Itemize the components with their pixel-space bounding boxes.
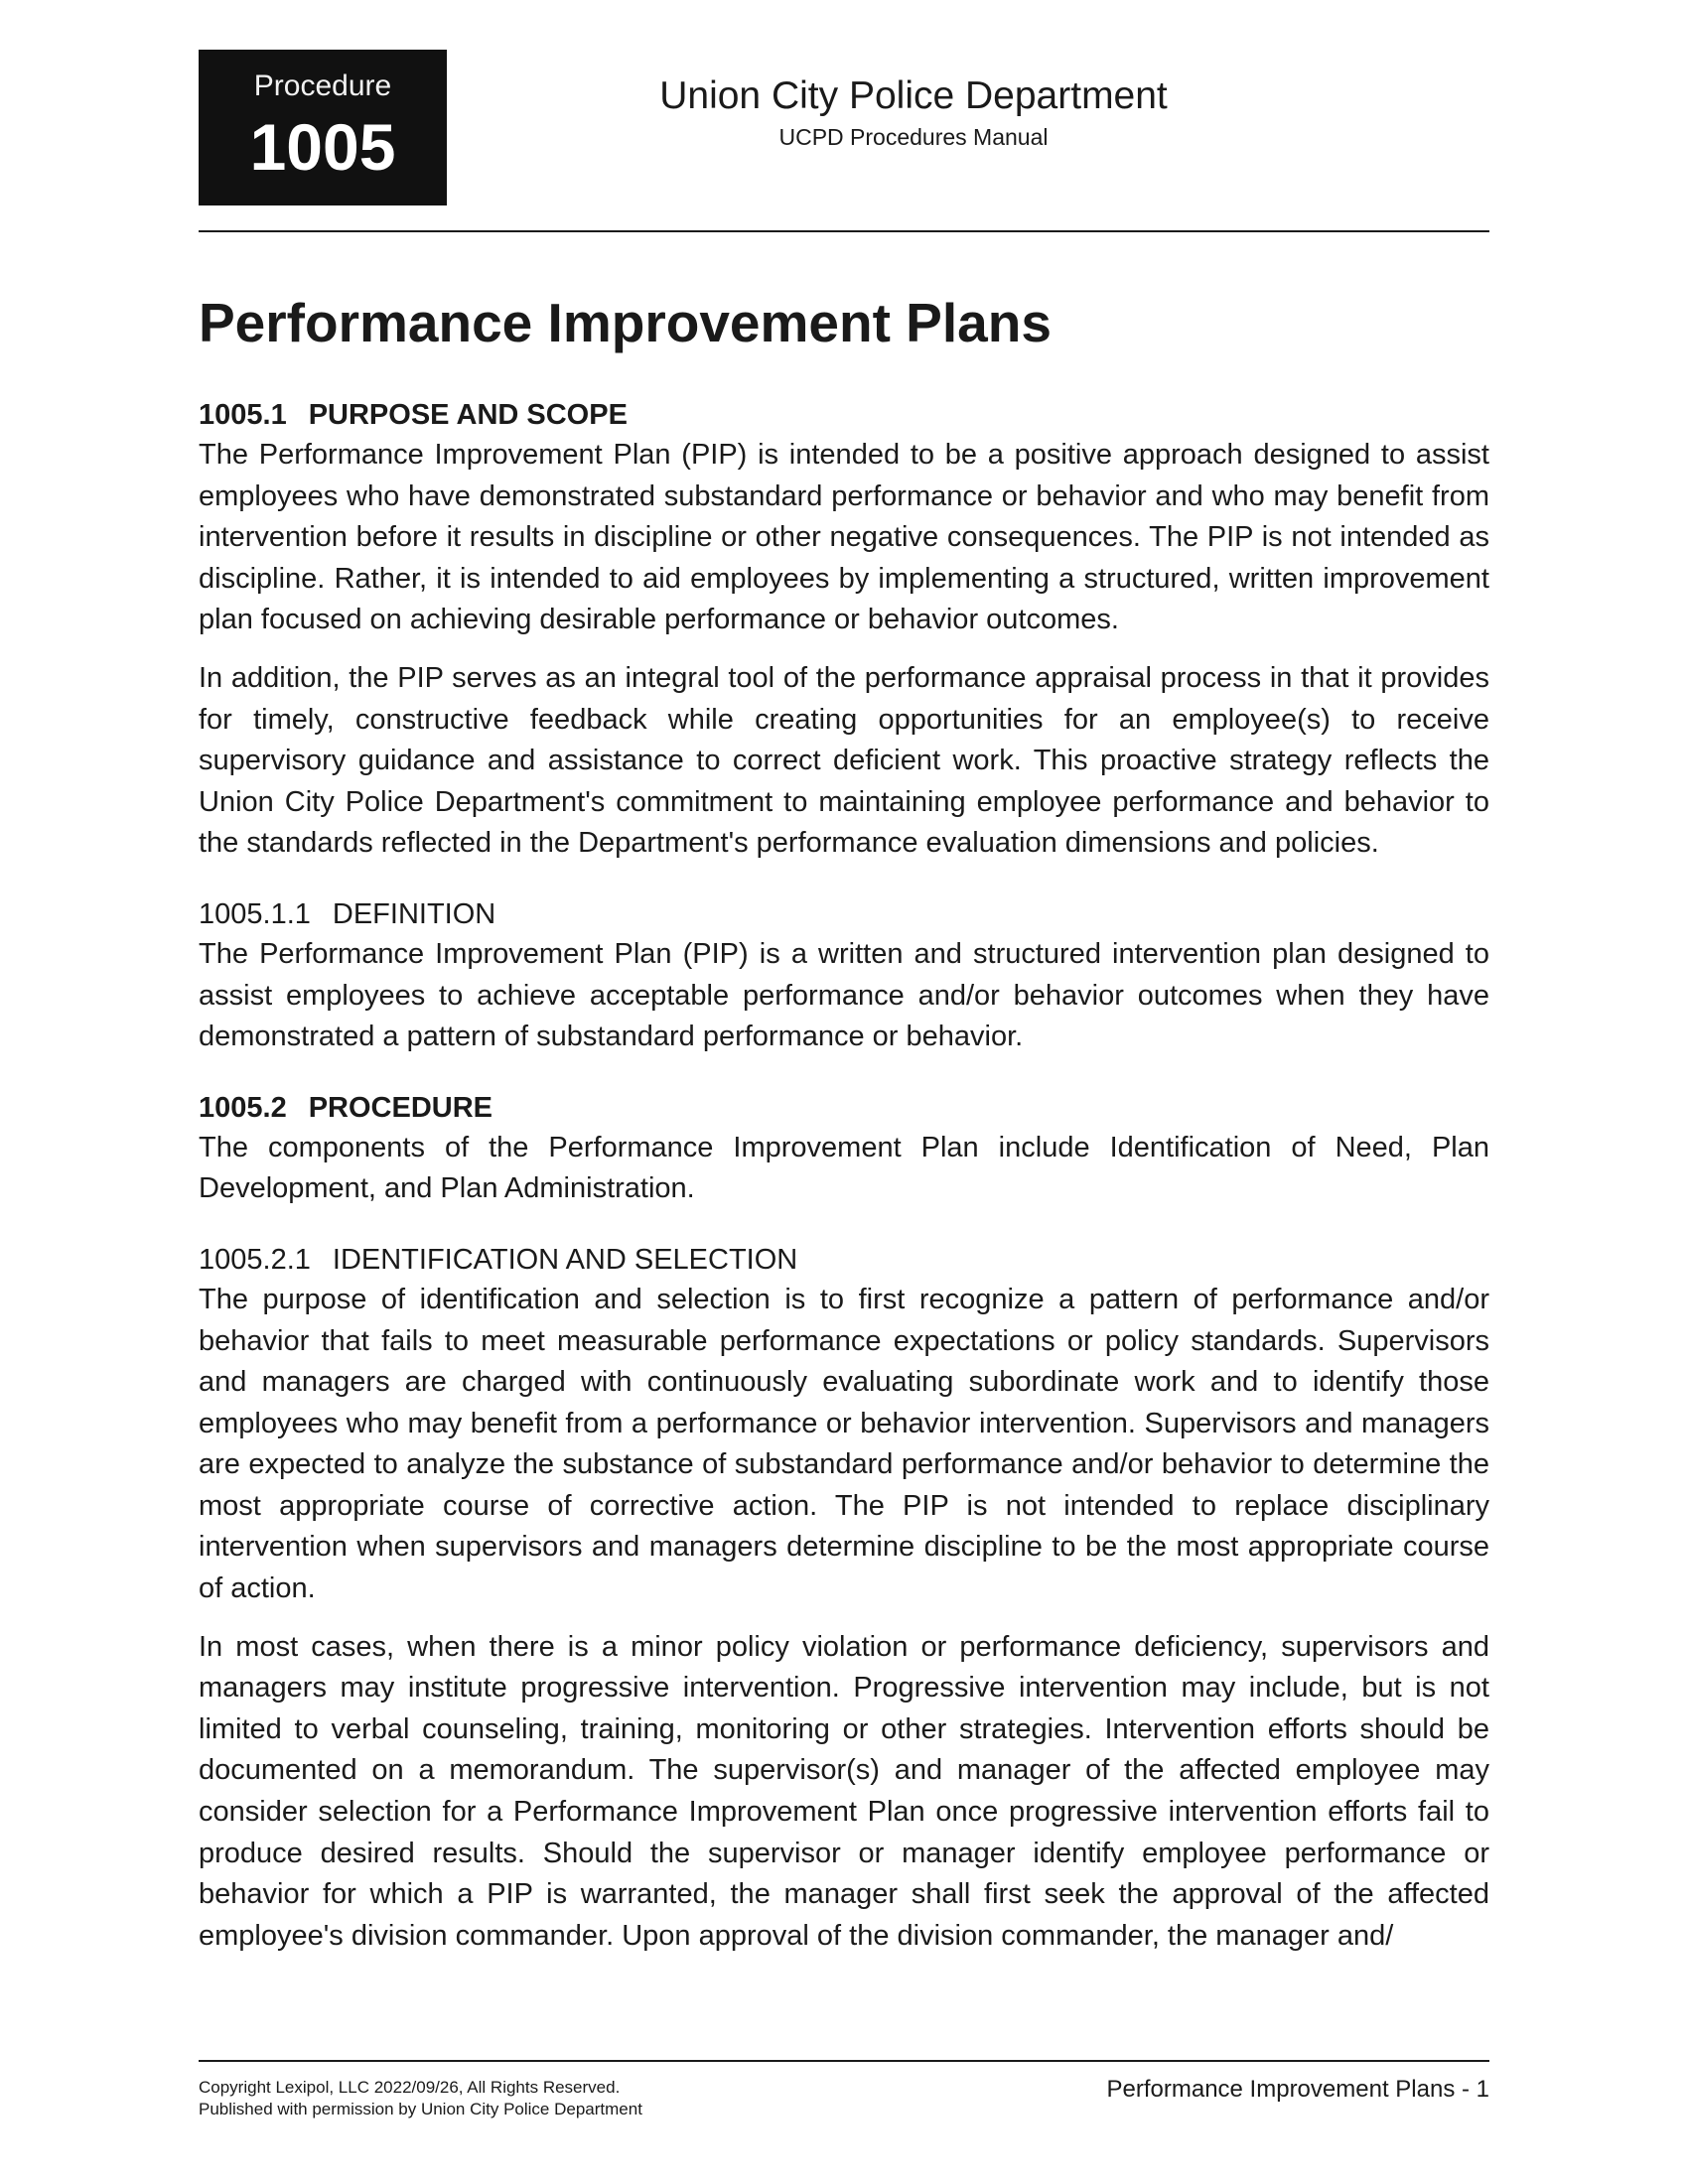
department-name: Union City Police Department: [659, 74, 1168, 117]
paragraph: The purpose of identification and selection is to first recognize a pattern of performance and/or behavior that fails to meet measurable performance expectations or policy standards. Supervisors and managers are charged with continuously evaluating subordinate work and to identify those employees who may benefit from a performance or behavior intervention. Supervisors and managers are expected to analyze the substance of substandard performance and/or behavior to determine the most appropriate course of corrective action. The PIP is not intended to replace disciplinary intervention when supervisors and managers determine discipline to be the most appropriate course of action.: [199, 1283, 1489, 1605]
paragraph: In addition, the PIP serves as an integral tool of the performance appraisal process in that it provides for timely, constructive feedback while creating opportunities for an employee(s) to receive supervisory guidance and assistance to correct deficient work. This proactive strategy reflects the Union City Police Department's commitment to maintaining employee performance and behavior to the standards reflected in the Department's performance evaluation dimensions and policies.: [199, 661, 1489, 860]
section-number: 1005.2: [199, 1091, 287, 1124]
page-title: Performance Improvement Plans: [199, 292, 1052, 353]
subsection-heading-identification: [199, 1240, 1489, 1280]
copyright-text: Copyright Lexipol, LLC 2022/09/26, All Rights Reserved.: [199, 2078, 621, 2097]
section-title: PROCEDURE: [308, 1091, 493, 1124]
paragraph: The components of the Performance Improvement Plan include Identification of Need, Plan Development, and Plan Administration.: [199, 1131, 1489, 1205]
procedure-label: Procedure: [253, 69, 392, 102]
subsection-title: IDENTIFICATION AND SELECTION: [332, 1243, 798, 1276]
procedure-number: 1005: [249, 110, 396, 184]
manual-name: UCPD Procedures Manual: [778, 124, 1049, 150]
section-heading-purpose: [199, 395, 1489, 435]
header-divider: [199, 230, 1489, 232]
subsection-heading-definition: [199, 894, 1489, 934]
paragraph: The Performance Improvement Plan (PIP) is intended to be a positive approach designed to assist employees who have demonstrated substandard performance or behavior and who may benefit from intervention before it results in discipline or other negative consequences. The PIP is not intended as discipline. Rather, it is intended to aid employees by implementing a structured, written improvement plan focused on achieving desirable performance or behavior outcomes.: [199, 439, 1489, 636]
footer-copyright: [199, 2077, 642, 2120]
subsection-number: 1005.2.1: [199, 1243, 311, 1276]
section-title: PURPOSE AND SCOPE: [308, 399, 628, 431]
subsection-number: 1005.1.1: [199, 897, 311, 930]
procedure-badge: [199, 50, 447, 205]
page-footer-label: Performance Improvement Plans - 1: [1106, 2076, 1489, 2103]
footer-divider: [199, 2060, 1489, 2062]
paragraph: The Performance Improvement Plan (PIP) is a written and structured intervention plan designed to assist employees to achieve acceptable performance and/or behavior outcomes when they have demonstrated a pattern of substandard performance or behavior.: [199, 937, 1489, 1053]
section-heading-procedure: [199, 1088, 1489, 1128]
paragraph: In most cases, when there is a minor policy violation or performance deficiency, supervisors and managers may institute progressive intervention. Progressive intervention may include, but is not limited to verbal counseling, training, monitoring or other strategies. Intervention efforts should be documented on a memorandum. The supervisor(s) and manager of the affected employee may consider selection for a Performance Improvement Plan once progressive intervention efforts fail to produce desired results. Should the supervisor or manager identify employee performance or behavior for which a PIP is warranted, the manager shall first seek the approval of the affected employee's division commander. Upon approval of the division commander, the manager and/: [199, 1630, 1489, 1952]
document-body: [199, 290, 1489, 1957]
subsection-title: DEFINITION: [332, 897, 496, 930]
permission-text: Published with permission by Union City Police Department: [199, 2100, 642, 2118]
section-number: 1005.1: [199, 399, 287, 431]
